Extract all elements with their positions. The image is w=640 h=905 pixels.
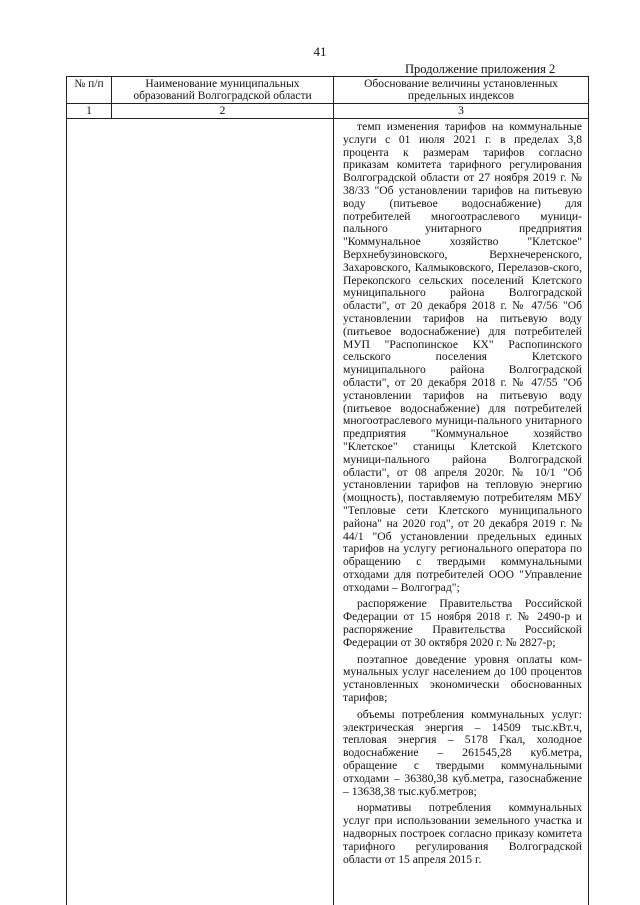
col2-header: Наименование муниципальных образований Волгоградской области — [112, 77, 334, 104]
column-number-row — [67, 104, 589, 119]
col3-number: 3 — [334, 104, 589, 119]
table-left-border — [66, 119, 67, 905]
justification-column — [343, 121, 582, 870]
table-column-divider — [333, 119, 334, 905]
paragraph: объемы потребления коммунальных услуг: электрическая энергия – 14509 тыс.кВт.ч, тепловая энергия – 5178 Гкал, холодное водоснабжение – 261545,28 куб.метра, обращение с твердыми коммунальными отходами – 36380,38 куб.метра, газоснабжение – 13638,38 тыс.куб.метров; — [343, 707, 582, 798]
col1-number: 1 — [67, 104, 112, 119]
header-row — [67, 77, 589, 104]
paragraph: нормативы потребления коммунальных услуг при использовании земельного участка и надворных построек согласно приказу комитета тарифного регулирования Волгоградской области от 15 апреля 2015 г. — [343, 801, 582, 866]
col1-header: № п/п — [67, 77, 112, 104]
paragraph: темп изменения тарифов на коммунальные услуги с 01 июля 2021 г. в пределах 3,8 процента к размерам тарифов согласно приказам комитета тарифного регулирования Волгоградской области от 27 ноября 2019 г. № 38/33 "Об установлении тарифов на питьевую воду (питьевое водоснабжение) для потребителей многоотраслевого муници-пального унитарного предприятия "Коммунальное хозяйство "Клетское" Верхнебузиновского, Верхнечеренского, Захаровского, Калмыковского, Перелазов-ского, Перекопского сельских поселений Клетского муниципального района Волгоградской области", от 20 декабря 2018 г. № 47/56 "Об установлении тарифов на питьевую воду (питьевое водоснабжение) для потребителей МУП "Распопинское КХ" Распопинского сельского поселения Клетского муниципального района Волгоградской области", от 20 декабря 2018 г. № 47/55 "Об установлении тарифов на питьевую воду (питьевое водоснабжение) для потребителей многоотраслевого муници-пального унитарного предприятия "Коммунальное хозяйство "Клетское" станицы Клетской Клетского муници-пального района Волгоградской области", от 08 апреля 2020г. № 10/1 "Об установлении тарифов на тепловую энергию (мощность), поставляемую потребителям МБУ "Тепловые сети Клетского муниципального района" на 2020 год", от 20 декабря 2019 г. № 44/1 "Об установлении предельных единых тарифов на услугу регионального оператора по обращению с твердыми коммунальными отходами для потребителей ООО "Управление отходами – Волгоград"; — [343, 120, 582, 594]
paragraph: распоряжение Правительства Российской Федерации от 15 ноября 2018 г. № 2490-р и распоряжение Правительства Российской Федерации от 30 октября 2020 г. № 2827-р; — [343, 597, 582, 649]
continuation-label: Продолжение приложения 2 — [405, 62, 556, 76]
table-header — [66, 76, 589, 119]
paragraph: поэтапное доведение уровня оплаты ком-мунальных услуг населением до 100 процентов установленных экономически обоснованных тарифов; — [343, 652, 582, 705]
table-right-border — [588, 119, 589, 905]
col3-header: Обоснование величины установленных предельных индексов — [334, 77, 589, 104]
page-number: 41 — [313, 44, 327, 59]
col2-number: 2 — [112, 104, 334, 119]
